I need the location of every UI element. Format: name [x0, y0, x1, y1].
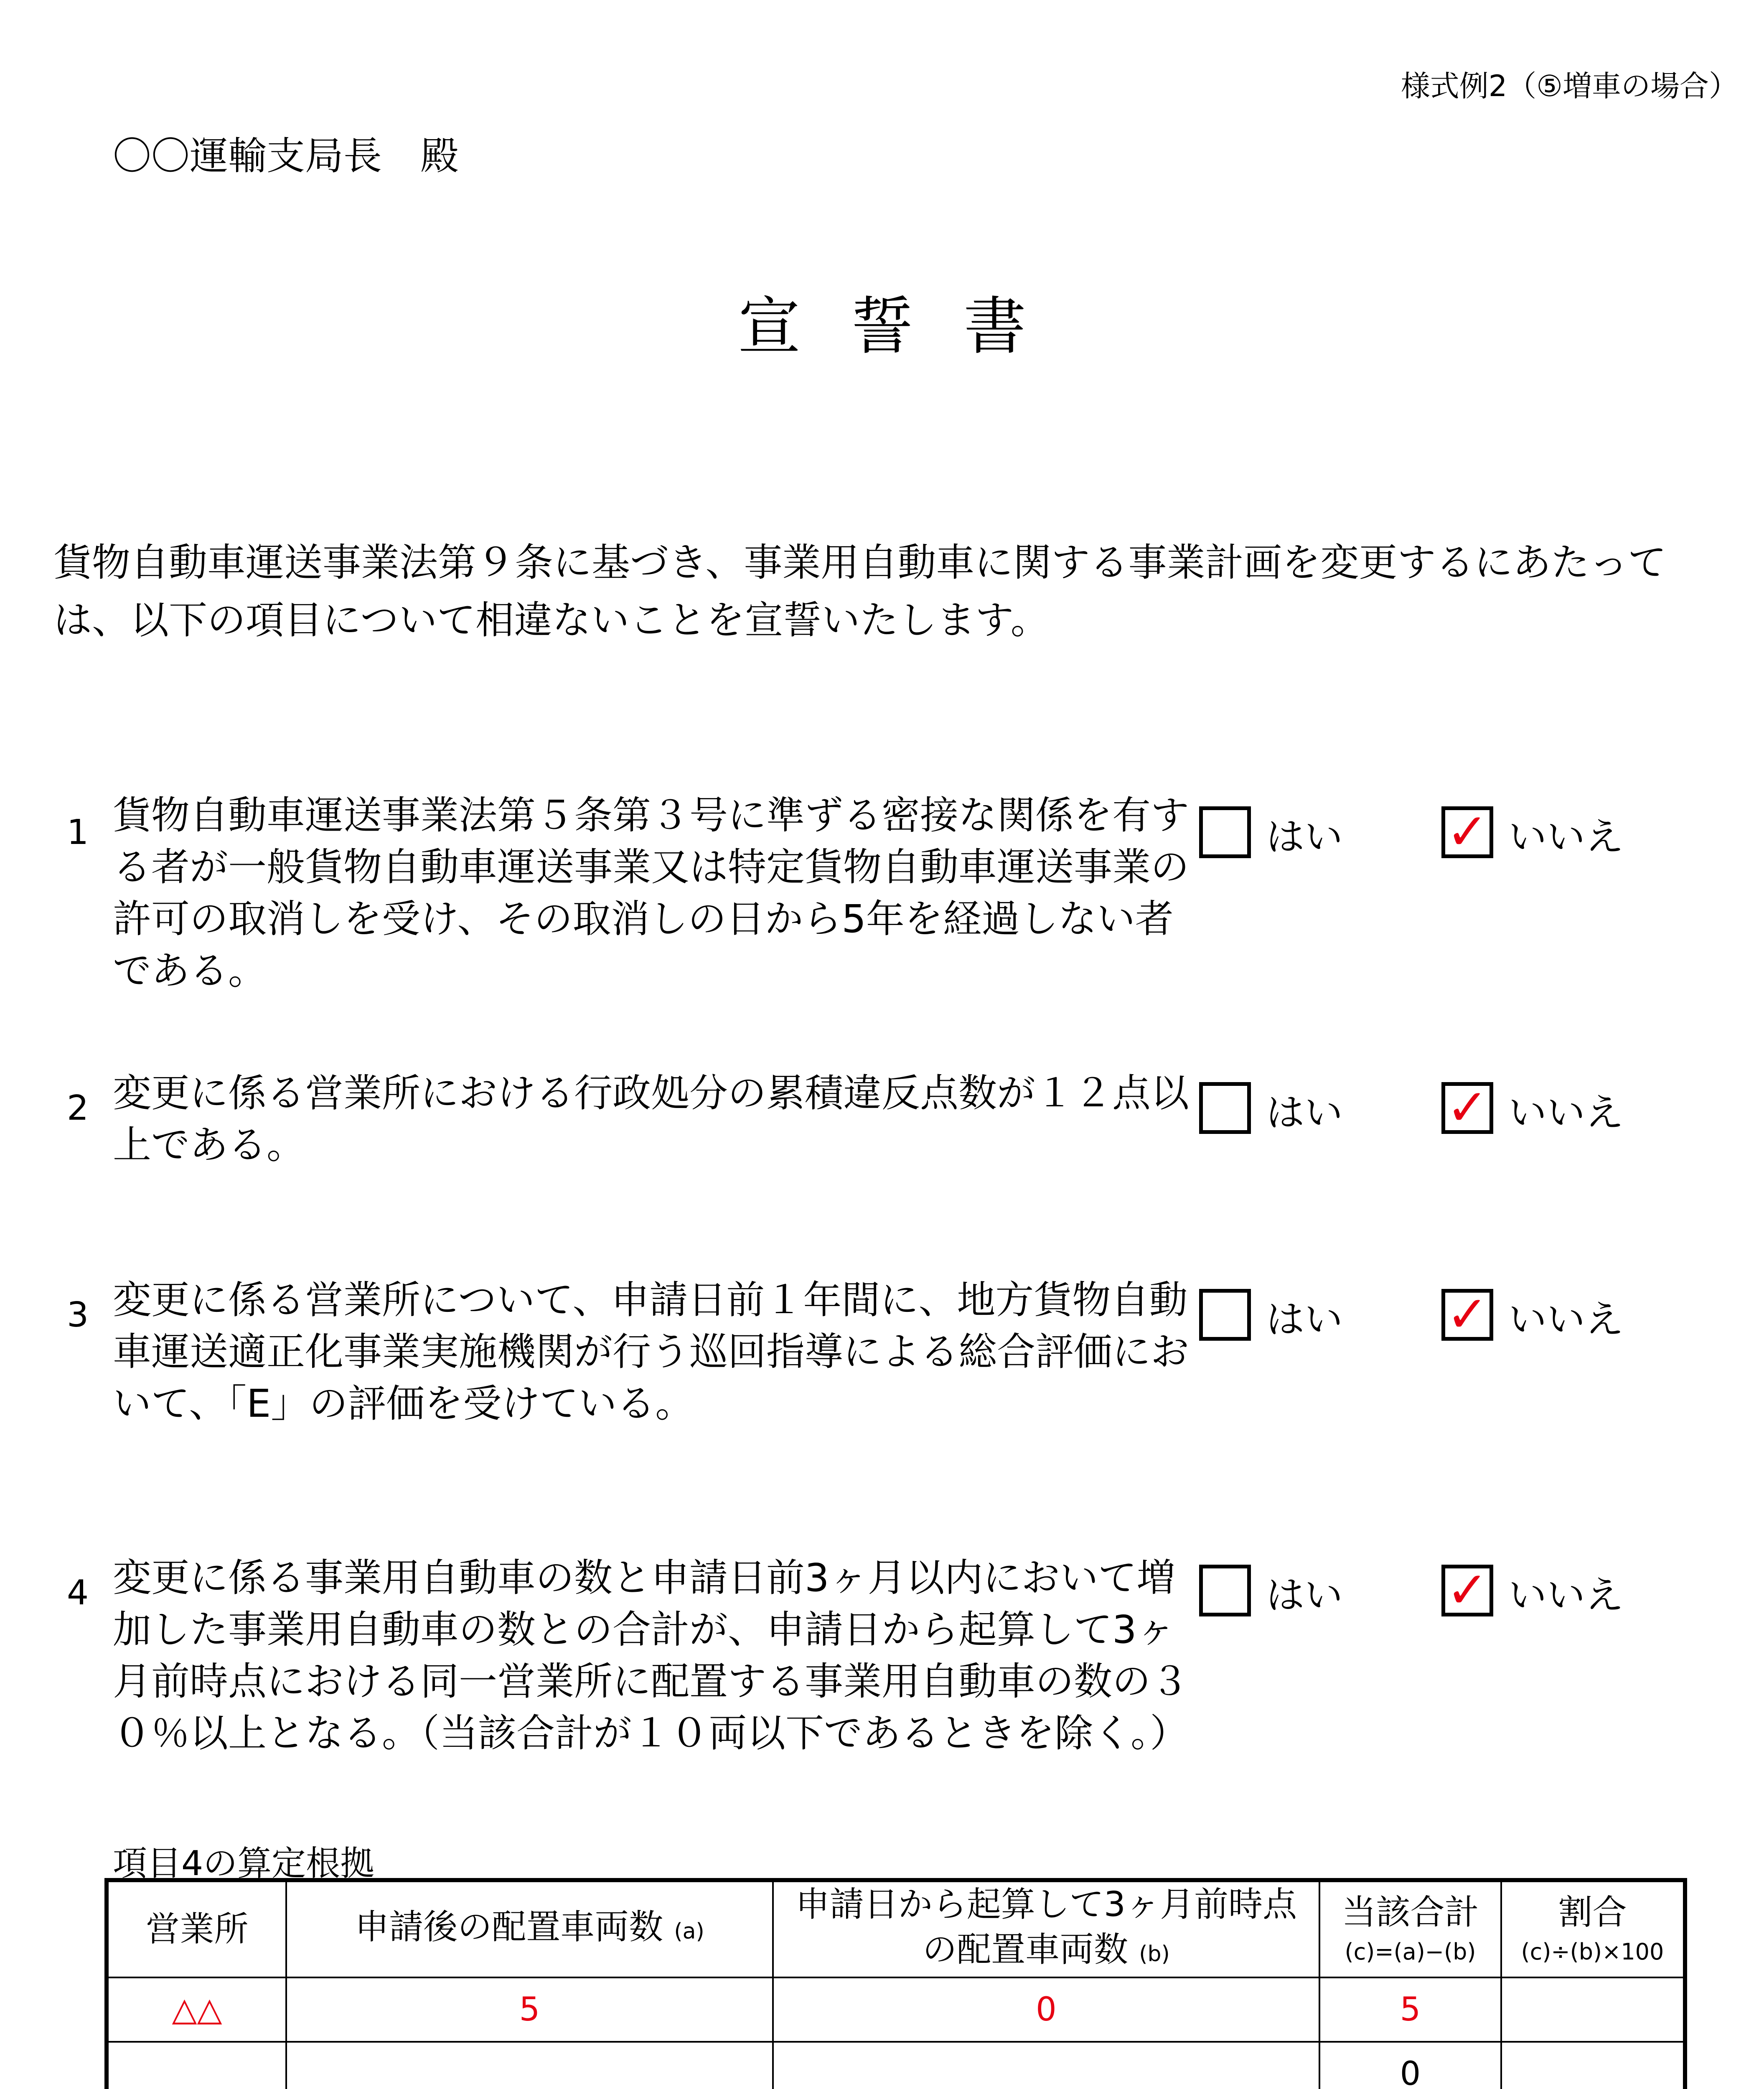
header-after-count: 申請後の配置車両数 (a)	[286, 1880, 773, 1977]
question-1-no-checkbox[interactable]	[1441, 803, 1493, 861]
header-before-count: 申請日から起算して3ヶ月前時点 の配置車両数 (b)	[773, 1880, 1319, 1977]
check-mark-icon: ✓	[1446, 1079, 1489, 1137]
question-4-yes-label: はい	[1266, 1573, 1343, 1618]
table-row	[107, 2042, 1685, 2089]
question-2-no-label: いいえ	[1508, 1090, 1624, 1135]
question-3-number: 3	[67, 1295, 89, 1335]
header-office: 営業所	[107, 1880, 286, 1977]
office-cell[interactable]: △△	[107, 1977, 286, 2042]
question-4-text: 変更に係る事業用自動車の数と申請日前3ヶ月以内において増加した事業用自動車の数との合計が、申請日から起算して3ヶ月前時点における同一営業所に配置する事業用自動車の数の３０％以上となる。（当該合計が１０両以下であるときを除く。）	[113, 1555, 1190, 1756]
document-title: 宣誓書	[737, 290, 1076, 363]
calculation-basis-caption: 項目4の算定根拠	[113, 1844, 375, 1883]
question-2-yes-checkbox[interactable]	[1199, 1082, 1251, 1134]
after-count-cell[interactable]	[286, 2042, 773, 2089]
ratio-cell	[1501, 1977, 1685, 2042]
check-mark-icon: ✓	[1446, 1286, 1489, 1344]
question-4-number: 4	[67, 1573, 89, 1613]
question-2-text: 変更に係る営業所における行政処分の累積違反点数が１２点以上である。	[113, 1071, 1190, 1167]
question-1-number: 1	[67, 813, 89, 852]
question-3-no-label: いいえ	[1508, 1297, 1624, 1342]
question-3-text: 変更に係る営業所について、申請日前１年間に、地方貨物自動車運送適正化事業実施機関が行う巡回指導による総合評価において、「E」の評価を受けている。	[113, 1278, 1190, 1426]
question-3-yes-checkbox[interactable]	[1199, 1289, 1251, 1341]
table-header-row	[107, 1880, 1685, 1977]
question-4-no-checkbox[interactable]	[1441, 1561, 1493, 1619]
addressee: 〇〇運輸支局長 殿	[113, 134, 459, 178]
check-mark-icon: ✓	[1446, 803, 1489, 861]
before-count-cell[interactable]: 0	[773, 1977, 1319, 2042]
header-ratio: 割合 (c)÷(b)×100	[1501, 1880, 1685, 1977]
total-cell: 5	[1319, 1977, 1501, 2042]
ratio-cell	[1501, 2042, 1685, 2089]
question-2-no-checkbox[interactable]	[1441, 1079, 1493, 1137]
after-count-cell[interactable]: 5	[286, 1977, 773, 2042]
intro-statement: 貨物自動車運送事業法第９条に基づき、事業用自動車に関する事業計画を変更するにあたっては、以下の項目について相違ないことを宣誓いたします。	[53, 540, 1667, 643]
header-total: 当該合計 (c)=(a)−(b)	[1319, 1880, 1501, 1977]
question-2-yes-label: はい	[1266, 1090, 1343, 1135]
question-4-yes-checkbox[interactable]	[1199, 1565, 1251, 1616]
before-count-cell[interactable]	[773, 2042, 1319, 2089]
total-cell: 0	[1319, 2042, 1501, 2089]
check-mark-icon: ✓	[1446, 1561, 1489, 1619]
form-reference: 様式例2（⑤増車の場合）	[1401, 69, 1738, 103]
question-3-yes-label: はい	[1266, 1297, 1343, 1342]
question-1-text: 貨物自動車運送事業法第５条第３号に準ずる密接な関係を有する者が一般貨物自動車運送事業又は特定貨物自動車運送事業の許可の取消しを受け、その取消しの日から5年を経過しない者である。	[113, 793, 1190, 993]
question-1-yes-checkbox[interactable]	[1199, 806, 1251, 858]
calculation-basis-table	[104, 1878, 1687, 2089]
question-3-no-checkbox[interactable]	[1441, 1286, 1493, 1344]
question-1-no-label: いいえ	[1508, 815, 1624, 859]
table-row	[107, 1977, 1685, 2042]
question-4-no-label: いいえ	[1508, 1573, 1624, 1618]
question-1-yes-label: はい	[1266, 815, 1343, 859]
question-2-number: 2	[67, 1088, 89, 1128]
office-cell[interactable]	[107, 2042, 286, 2089]
